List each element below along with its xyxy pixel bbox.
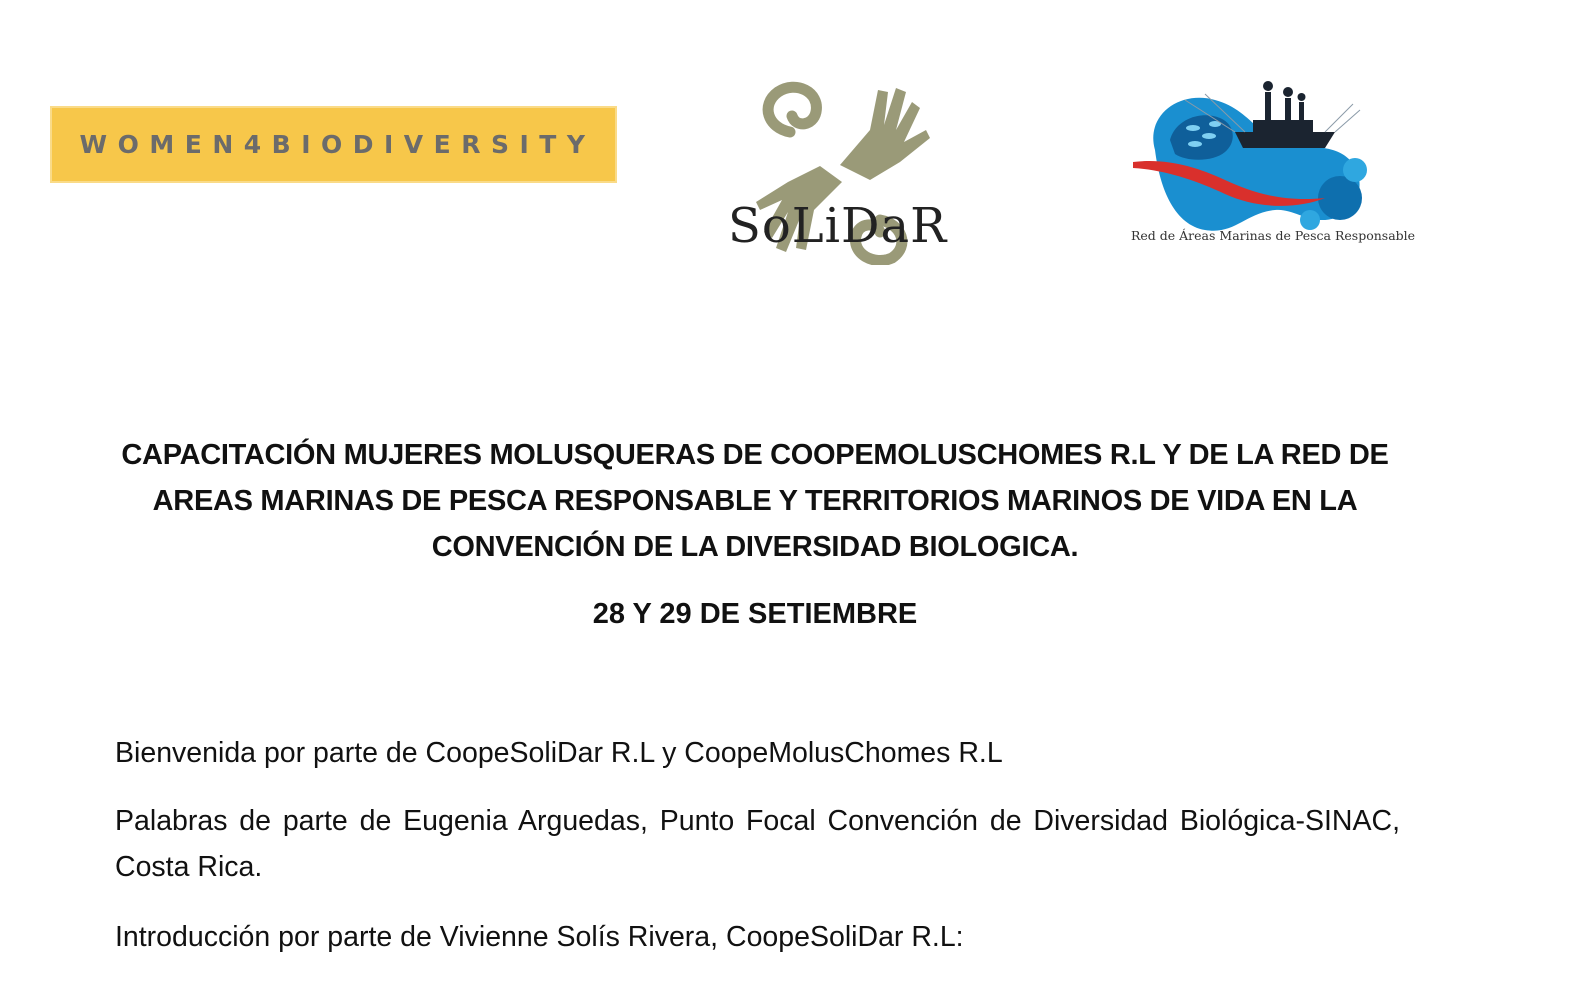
title-line: AREAS MARINAS DE PESCA RESPONSABLE Y TERRITORIOS MARINOS DE VIDA EN LA bbox=[152, 485, 1358, 517]
solidar-logo bbox=[720, 70, 970, 265]
solidar-logo-text: SoLiDaR bbox=[728, 198, 948, 254]
logo-header bbox=[0, 0, 1590, 280]
paragraph-introduction: Introducción por parte de Vivienne Solís Rivera, CoopeSoliDar R.L: bbox=[115, 921, 964, 953]
women4biodiversity-logo bbox=[52, 108, 615, 181]
red-areas-marinas-caption: Red de Áreas Marinas de Pesca Responsable bbox=[1131, 228, 1416, 243]
red-areas-marinas-logo bbox=[1125, 70, 1416, 260]
event-date: 28 Y 29 DE SETIEMBRE bbox=[592, 598, 918, 630]
title-line: CAPACITACIÓN MUJERES MOLUSQUERAS DE COOPEMOLUSCHOMES R.L Y DE LA RED DE bbox=[121, 439, 1389, 471]
paragraph-remarks: Palabras de parte de Eugenia Arguedas, Punto Focal Convención de Diversidad Biológica-SINAC, Costa Rica. bbox=[115, 805, 1400, 883]
women4biodiversity-logo-text: WOMEN4BIODIVERSITY bbox=[79, 130, 596, 159]
paragraph-welcome: Bienvenida por parte de CoopeSoliDar R.L y CoopeMolusChomes R.L bbox=[115, 737, 1003, 769]
document-title bbox=[110, 432, 1400, 570]
title-line: CONVENCIÓN DE LA DIVERSIDAD BIOLOGICA. bbox=[431, 531, 1079, 563]
